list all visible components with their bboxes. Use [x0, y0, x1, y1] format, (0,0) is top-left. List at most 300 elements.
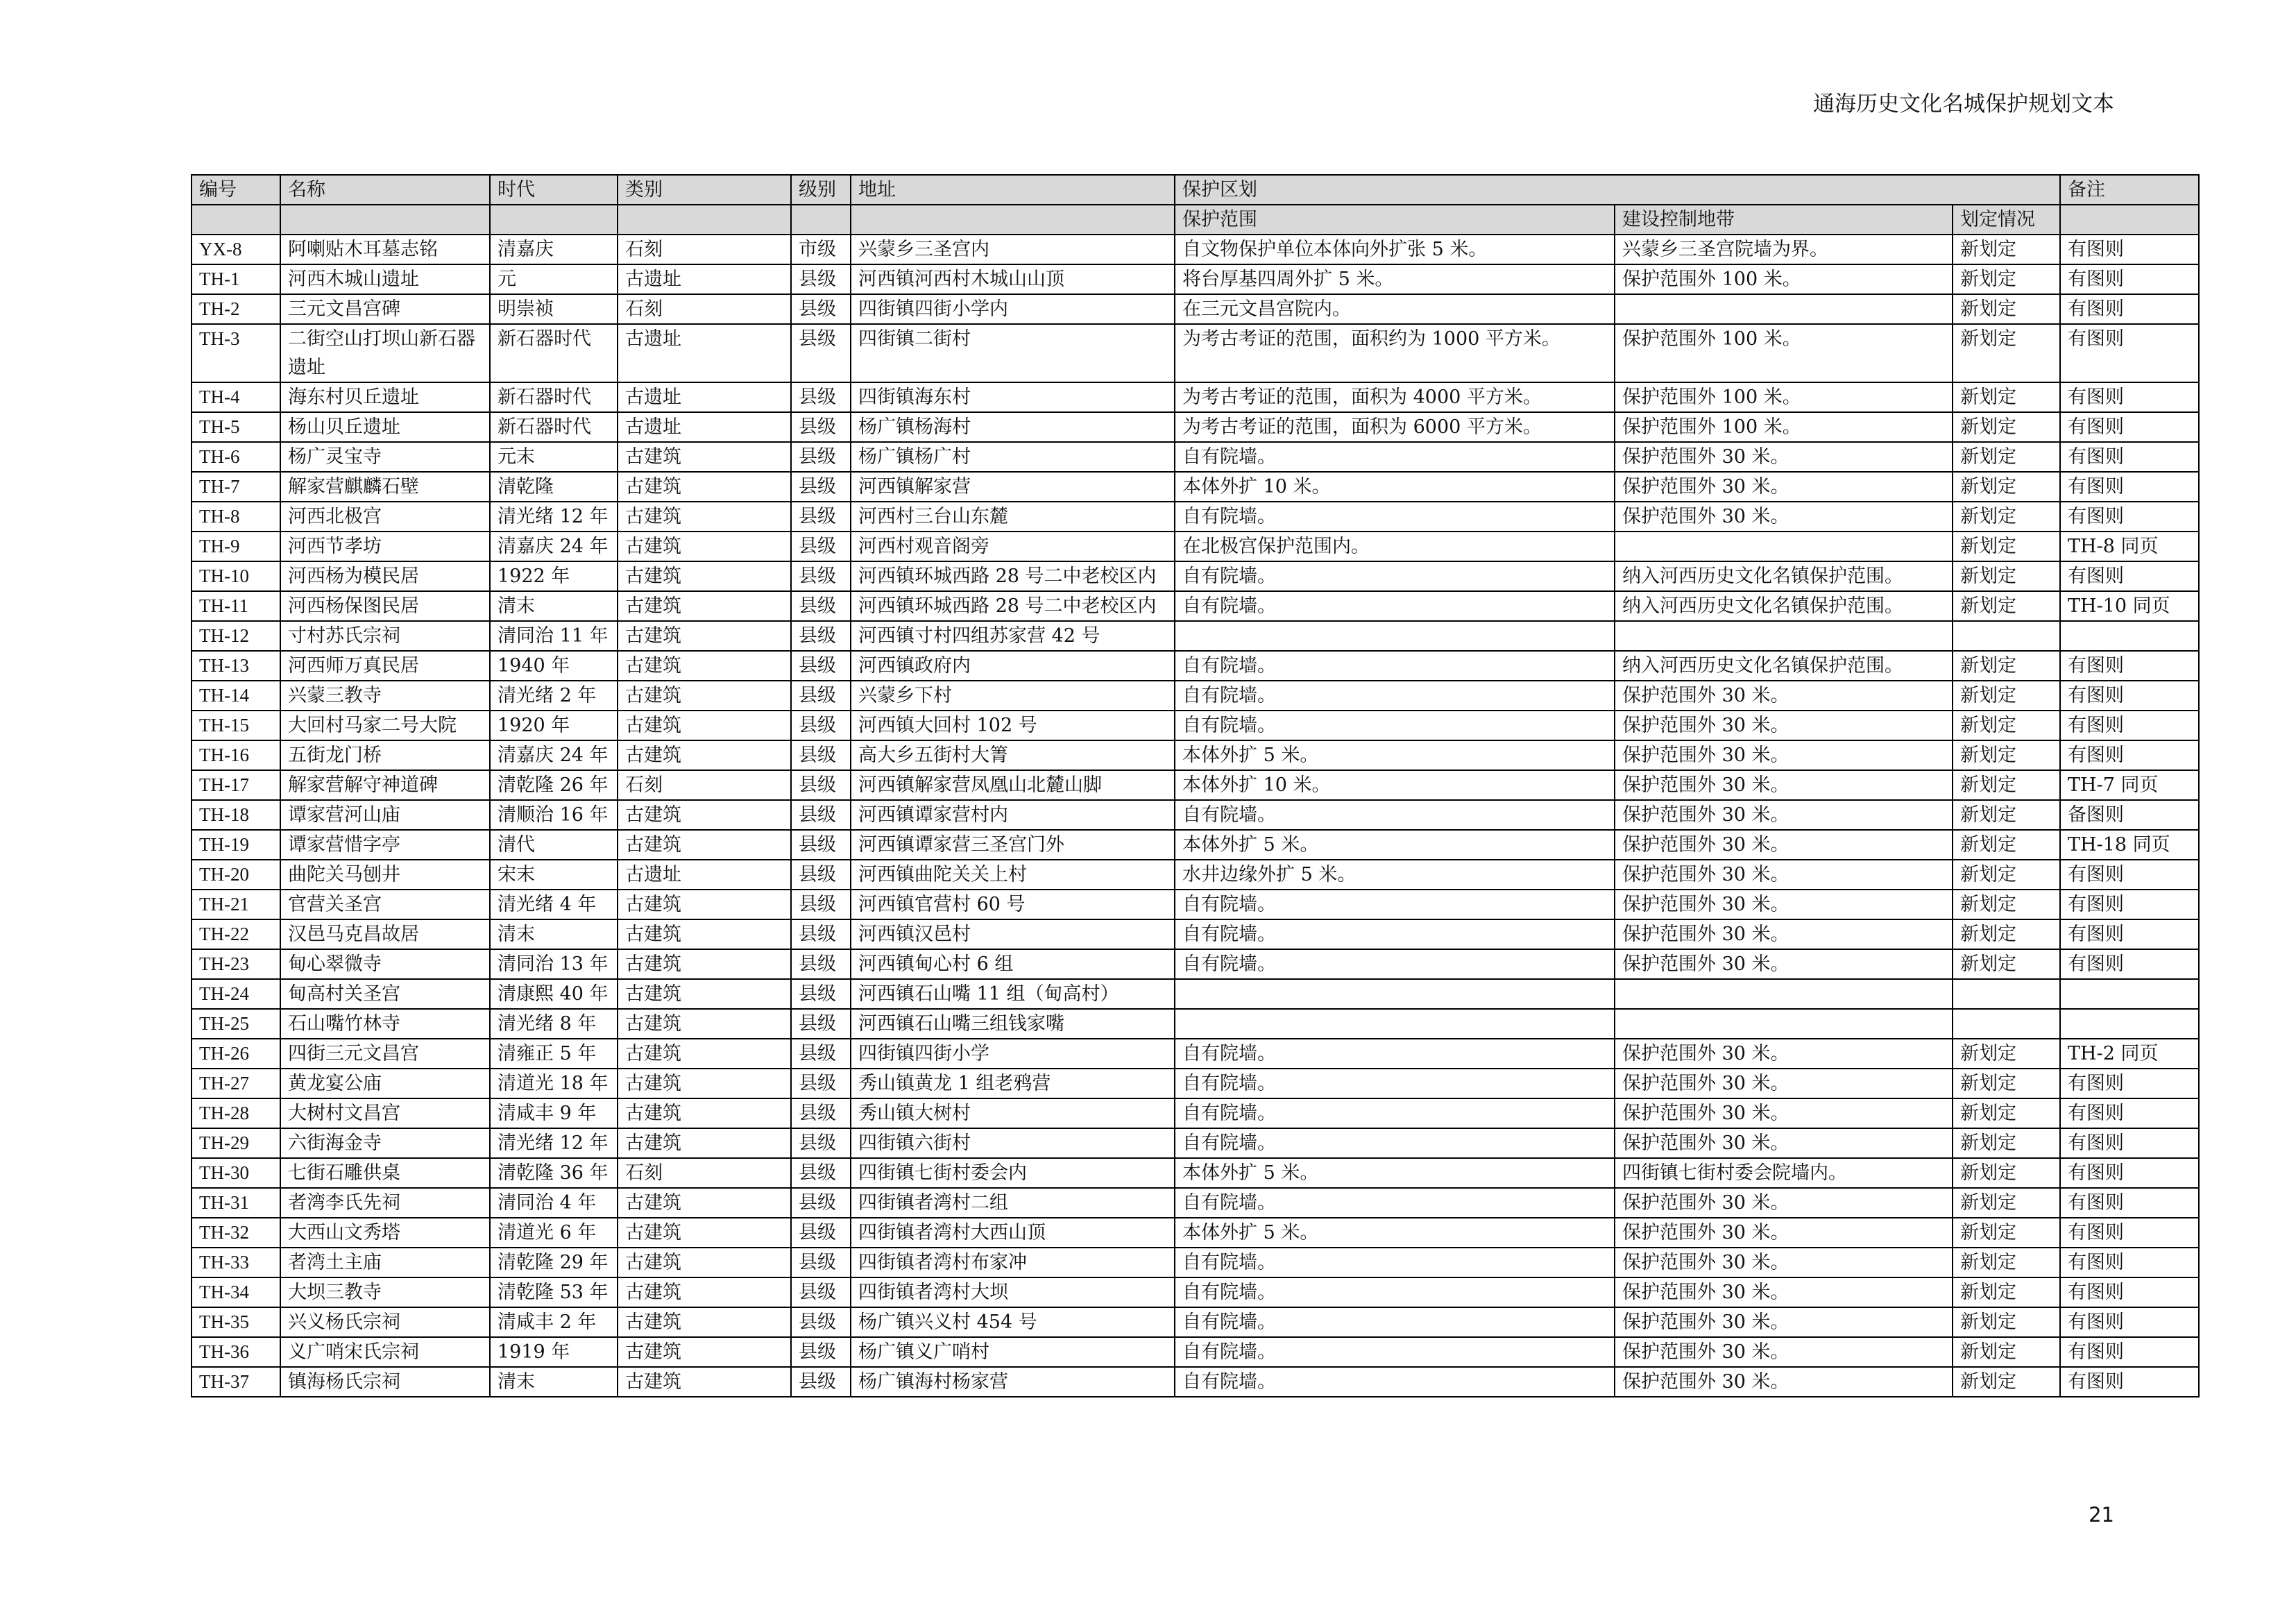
category-cell: 古建筑 [618, 651, 791, 681]
construction-control-cell: 纳入河西历史文化名镇保护范围。 [1615, 561, 1953, 591]
protection-range-cell: 自有院墙。 [1175, 1248, 1615, 1277]
name-cell: 汉邑马克昌故居 [280, 919, 490, 949]
era-cell: 宋末 [490, 860, 618, 890]
era-cell: 清末 [490, 591, 618, 621]
table-row [192, 324, 2199, 382]
construction-control-cell: 保护范围外 30 米。 [1615, 472, 1953, 502]
table-row [192, 621, 2199, 651]
demarcation-cell: 新划定 [1953, 1277, 2060, 1307]
category-cell: 古建筑 [618, 532, 791, 561]
category-cell: 古建筑 [618, 681, 791, 711]
level-cell: 县级 [791, 711, 851, 740]
protection-range-cell: 自有院墙。 [1175, 502, 1615, 532]
demarcation-cell: 新划定 [1953, 651, 2060, 681]
name-cell: 解家营解守神道碑 [280, 770, 490, 800]
protection-range-cell [1175, 1009, 1615, 1039]
level-cell: 县级 [791, 651, 851, 681]
table-row [192, 1009, 2199, 1039]
address-cell: 杨广镇海村杨家营 [851, 1367, 1175, 1397]
table-row [192, 1367, 2199, 1397]
demarcation-cell [1953, 621, 2060, 651]
category-cell: 石刻 [618, 235, 791, 264]
table-row [192, 860, 2199, 890]
remark-cell: 有图则 [2060, 1218, 2199, 1248]
protection-range-cell: 自有院墙。 [1175, 1128, 1615, 1158]
construction-control-cell: 保护范围外 30 米。 [1615, 860, 1953, 890]
level-cell: 县级 [791, 1128, 851, 1158]
remark-cell: 有图则 [2060, 1337, 2199, 1367]
construction-control-cell: 保护范围外 30 米。 [1615, 1277, 1953, 1307]
category-cell: 古建筑 [618, 1098, 791, 1128]
construction-control-cell: 保护范围外 30 米。 [1615, 1069, 1953, 1098]
name-cell: 大树村文昌宫 [280, 1098, 490, 1128]
protection-range-cell: 自有院墙。 [1175, 1337, 1615, 1367]
category-cell: 古遗址 [618, 860, 791, 890]
remark-cell: TH-10 同页 [2060, 591, 2199, 621]
address-cell: 四街镇者湾村大西山顶 [851, 1218, 1175, 1248]
remark-cell [2060, 1009, 2199, 1039]
name-cell: 河西师万真民居 [280, 651, 490, 681]
header-name: 名称 [280, 175, 490, 205]
category-cell: 古建筑 [618, 1188, 791, 1218]
header-remark: 备注 [2060, 175, 2199, 205]
name-cell: 四街三元文昌宫 [280, 1039, 490, 1069]
demarcation-cell: 新划定 [1953, 1158, 2060, 1188]
remark-cell: 有图则 [2060, 442, 2199, 472]
remark-cell: 有图则 [2060, 294, 2199, 324]
remark-cell: 有图则 [2060, 890, 2199, 919]
address-cell: 杨广镇杨海村 [851, 412, 1175, 442]
name-cell: 河西木城山遗址 [280, 264, 490, 294]
name-cell: 黄龙宴公庙 [280, 1069, 490, 1098]
category-cell: 古建筑 [618, 1277, 791, 1307]
demarcation-cell: 新划定 [1953, 1128, 2060, 1158]
demarcation-cell: 新划定 [1953, 1248, 2060, 1277]
level-cell: 县级 [791, 442, 851, 472]
category-cell: 古建筑 [618, 890, 791, 919]
level-cell: 县级 [791, 830, 851, 860]
remark-cell: 有图则 [2060, 651, 2199, 681]
category-cell: 古建筑 [618, 979, 791, 1009]
table-row [192, 949, 2199, 979]
remark-cell: 有图则 [2060, 740, 2199, 770]
address-cell: 河西镇汉邑村 [851, 919, 1175, 949]
remark-cell: TH-2 同页 [2060, 1039, 2199, 1069]
remark-cell: 有图则 [2060, 264, 2199, 294]
address-cell: 河西镇政府内 [851, 651, 1175, 681]
header-empty-cell [618, 205, 791, 235]
table-row [192, 412, 2199, 442]
table-row [192, 294, 2199, 324]
protection-range-cell: 本体外扩 10 米。 [1175, 472, 1615, 502]
demarcation-cell: 新划定 [1953, 294, 2060, 324]
demarcation-cell: 新划定 [1953, 472, 2060, 502]
demarcation-cell: 新划定 [1953, 502, 2060, 532]
demarcation-cell: 新划定 [1953, 561, 2060, 591]
table-row [192, 1307, 2199, 1337]
table-row [192, 532, 2199, 561]
protection-range-cell: 自有院墙。 [1175, 1069, 1615, 1098]
code-cell: TH-4 [192, 382, 280, 412]
level-cell: 县级 [791, 979, 851, 1009]
header-empty-cell [490, 205, 618, 235]
level-cell: 县级 [791, 860, 851, 890]
header-demarcation: 划定情况 [1953, 205, 2060, 235]
construction-control-cell [1615, 1009, 1953, 1039]
remark-cell: 有图则 [2060, 561, 2199, 591]
category-cell: 古遗址 [618, 382, 791, 412]
table-row [192, 979, 2199, 1009]
level-cell: 县级 [791, 382, 851, 412]
remark-cell: TH-18 同页 [2060, 830, 2199, 860]
protection-range-cell: 自有院墙。 [1175, 949, 1615, 979]
category-cell: 古建筑 [618, 740, 791, 770]
table-row [192, 740, 2199, 770]
name-cell: 解家营麒麟石壁 [280, 472, 490, 502]
demarcation-cell: 新划定 [1953, 1307, 2060, 1337]
code-cell: TH-6 [192, 442, 280, 472]
remark-cell: 有图则 [2060, 324, 2199, 382]
category-cell: 古建筑 [618, 1009, 791, 1039]
remark-cell: TH-8 同页 [2060, 532, 2199, 561]
name-cell: 大坝三教寺 [280, 1277, 490, 1307]
era-cell: 清同治 11 年 [490, 621, 618, 651]
level-cell: 县级 [791, 1009, 851, 1039]
name-cell: 阿喇贴木耳墓志铭 [280, 235, 490, 264]
name-cell: 官营关圣宫 [280, 890, 490, 919]
name-cell: 河西北极宫 [280, 502, 490, 532]
protection-range-cell: 将台厚基四周外扩 5 米。 [1175, 264, 1615, 294]
code-cell: TH-14 [192, 681, 280, 711]
address-cell: 四街镇四街小学内 [851, 294, 1175, 324]
construction-control-cell: 保护范围外 30 米。 [1615, 502, 1953, 532]
level-cell: 县级 [791, 561, 851, 591]
remark-cell: 有图则 [2060, 860, 2199, 890]
code-cell: TH-19 [192, 830, 280, 860]
address-cell: 河西村观音阁旁 [851, 532, 1175, 561]
header-empty-cell [851, 205, 1175, 235]
remark-cell: 有图则 [2060, 1128, 2199, 1158]
demarcation-cell: 新划定 [1953, 1337, 2060, 1367]
era-cell: 元 [490, 264, 618, 294]
name-cell: 河西杨保图民居 [280, 591, 490, 621]
code-cell: TH-34 [192, 1277, 280, 1307]
code-cell: TH-9 [192, 532, 280, 561]
header-construction-control: 建设控制地带 [1615, 205, 1953, 235]
address-cell: 四街镇海东村 [851, 382, 1175, 412]
level-cell: 县级 [791, 472, 851, 502]
level-cell: 县级 [791, 1098, 851, 1128]
code-cell: TH-33 [192, 1248, 280, 1277]
category-cell: 古建筑 [618, 1307, 791, 1337]
protection-range-cell: 本体外扩 5 米。 [1175, 740, 1615, 770]
level-cell: 县级 [791, 1039, 851, 1069]
name-cell: 杨广灵宝寺 [280, 442, 490, 472]
name-cell: 五街龙门桥 [280, 740, 490, 770]
protection-range-cell: 自有院墙。 [1175, 800, 1615, 830]
demarcation-cell: 新划定 [1953, 800, 2060, 830]
address-cell: 秀山镇黄龙 1 组老鸦营 [851, 1069, 1175, 1098]
construction-control-cell: 保护范围外 30 米。 [1615, 1337, 1953, 1367]
era-cell: 清乾隆 53 年 [490, 1277, 618, 1307]
address-cell: 四街镇六街村 [851, 1128, 1175, 1158]
demarcation-cell: 新划定 [1953, 1098, 2060, 1128]
name-cell: 二街空山打坝山新石器遗址 [280, 324, 490, 382]
remark-cell: 有图则 [2060, 1277, 2199, 1307]
code-cell: TH-37 [192, 1367, 280, 1397]
code-cell: TH-20 [192, 860, 280, 890]
era-cell: 清光绪 4 年 [490, 890, 618, 919]
address-cell: 河西镇曲陀关关上村 [851, 860, 1175, 890]
remark-cell: 有图则 [2060, 1098, 2199, 1128]
demarcation-cell: 新划定 [1953, 412, 2060, 442]
name-cell: 义广哨宋氏宗祠 [280, 1337, 490, 1367]
code-cell: TH-25 [192, 1009, 280, 1039]
era-cell: 清咸丰 2 年 [490, 1307, 618, 1337]
code-cell: TH-28 [192, 1098, 280, 1128]
protection-range-cell: 为考古考证的范围，面积为 6000 平方米。 [1175, 412, 1615, 442]
protection-range-cell: 自有院墙。 [1175, 1039, 1615, 1069]
category-cell: 石刻 [618, 1158, 791, 1188]
code-cell: TH-7 [192, 472, 280, 502]
protection-range-cell: 自有院墙。 [1175, 1367, 1615, 1397]
address-cell: 河西镇寸村四组苏家营 42 号 [851, 621, 1175, 651]
construction-control-cell [1615, 621, 1953, 651]
code-cell: TH-21 [192, 890, 280, 919]
address-cell: 河西镇甸心村 6 组 [851, 949, 1175, 979]
protection-range-cell: 本体外扩 5 米。 [1175, 1218, 1615, 1248]
table-row [192, 1337, 2199, 1367]
level-cell: 县级 [791, 1367, 851, 1397]
protection-range-cell: 本体外扩 5 米。 [1175, 830, 1615, 860]
era-cell: 清末 [490, 1367, 618, 1397]
table-row [192, 890, 2199, 919]
demarcation-cell: 新划定 [1953, 591, 2060, 621]
remark-cell: 有图则 [2060, 235, 2199, 264]
address-cell: 河西镇大回村 102 号 [851, 711, 1175, 740]
construction-control-cell: 保护范围外 30 米。 [1615, 1218, 1953, 1248]
category-cell: 石刻 [618, 294, 791, 324]
name-cell: 七街石雕供桌 [280, 1158, 490, 1188]
name-cell: 石山嘴竹林寺 [280, 1009, 490, 1039]
era-cell: 1920 年 [490, 711, 618, 740]
header-empty-cell [791, 205, 851, 235]
level-cell: 县级 [791, 1158, 851, 1188]
level-cell: 县级 [791, 324, 851, 382]
era-cell: 清光绪 12 年 [490, 502, 618, 532]
demarcation-cell [1953, 1009, 2060, 1039]
code-cell: TH-1 [192, 264, 280, 294]
table-row [192, 1248, 2199, 1277]
name-cell: 三元文昌宫碑 [280, 294, 490, 324]
remark-cell: 有图则 [2060, 1188, 2199, 1218]
level-cell: 县级 [791, 264, 851, 294]
table-row [192, 919, 2199, 949]
protection-range-cell: 自有院墙。 [1175, 919, 1615, 949]
name-cell: 甸高村关圣宫 [280, 979, 490, 1009]
address-cell: 河西镇环城西路 28 号二中老校区内 [851, 591, 1175, 621]
remark-cell [2060, 979, 2199, 1009]
era-cell: 清乾隆 29 年 [490, 1248, 618, 1277]
address-cell: 河西镇官营村 60 号 [851, 890, 1175, 919]
address-cell: 四街镇者湾村二组 [851, 1188, 1175, 1218]
header-empty-cell [2060, 205, 2199, 235]
demarcation-cell: 新划定 [1953, 830, 2060, 860]
code-cell: TH-27 [192, 1069, 280, 1098]
remark-cell: TH-7 同页 [2060, 770, 2199, 800]
name-cell: 者湾李氏先祠 [280, 1188, 490, 1218]
construction-control-cell: 保护范围外 100 米。 [1615, 412, 1953, 442]
demarcation-cell: 新划定 [1953, 770, 2060, 800]
name-cell: 杨山贝丘遗址 [280, 412, 490, 442]
header-protection-range: 保护范围 [1175, 205, 1615, 235]
category-cell: 古建筑 [618, 472, 791, 502]
page-number: 21 [2089, 1503, 2114, 1527]
demarcation-cell: 新划定 [1953, 890, 2060, 919]
era-cell: 1919 年 [490, 1337, 618, 1367]
construction-control-cell: 保护范围外 30 米。 [1615, 800, 1953, 830]
category-cell: 古建筑 [618, 949, 791, 979]
name-cell: 者湾土主庙 [280, 1248, 490, 1277]
level-cell: 县级 [791, 591, 851, 621]
construction-control-cell: 保护范围外 30 米。 [1615, 919, 1953, 949]
demarcation-cell: 新划定 [1953, 1218, 2060, 1248]
table-row [192, 502, 2199, 532]
demarcation-cell: 新划定 [1953, 324, 2060, 382]
category-cell: 古建筑 [618, 1128, 791, 1158]
address-cell: 河西镇解家营凤凰山北麓山脚 [851, 770, 1175, 800]
code-cell: TH-35 [192, 1307, 280, 1337]
era-cell: 清嘉庆 24 年 [490, 532, 618, 561]
era-cell: 清雍正 5 年 [490, 1039, 618, 1069]
table-row [192, 1277, 2199, 1307]
era-cell: 清嘉庆 [490, 235, 618, 264]
header-protection-zone: 保护区划 [1175, 175, 2060, 205]
construction-control-cell: 四街镇七街村委会院墙内。 [1615, 1158, 1953, 1188]
construction-control-cell: 纳入河西历史文化名镇保护范围。 [1615, 591, 1953, 621]
code-cell: TH-31 [192, 1188, 280, 1218]
era-cell: 清乾隆 [490, 472, 618, 502]
category-cell: 古遗址 [618, 324, 791, 382]
table-row [192, 830, 2199, 860]
era-cell: 清道光 6 年 [490, 1218, 618, 1248]
category-cell: 古建筑 [618, 442, 791, 472]
address-cell: 河西镇河西村木城山山顶 [851, 264, 1175, 294]
protection-range-cell: 为考古考证的范围，面积约为 1000 平方米。 [1175, 324, 1615, 382]
code-cell: TH-26 [192, 1039, 280, 1069]
level-cell: 县级 [791, 1277, 851, 1307]
protection-range-cell: 为考古考证的范围，面积为 4000 平方米。 [1175, 382, 1615, 412]
address-cell: 河西镇石山嘴三组钱家嘴 [851, 1009, 1175, 1039]
code-cell: TH-18 [192, 800, 280, 830]
category-cell: 古建筑 [618, 561, 791, 591]
code-cell: TH-29 [192, 1128, 280, 1158]
remark-cell: 有图则 [2060, 1307, 2199, 1337]
level-cell: 县级 [791, 1248, 851, 1277]
construction-control-cell: 纳入河西历史文化名镇保护范围。 [1615, 651, 1953, 681]
demarcation-cell: 新划定 [1953, 1188, 2060, 1218]
level-cell: 县级 [791, 621, 851, 651]
era-cell: 清光绪 8 年 [490, 1009, 618, 1039]
table-body [192, 235, 2199, 1397]
remark-cell: 有图则 [2060, 1248, 2199, 1277]
construction-control-cell: 保护范围外 30 米。 [1615, 949, 1953, 979]
code-cell: TH-32 [192, 1218, 280, 1248]
address-cell: 四街镇四街小学 [851, 1039, 1175, 1069]
table-row [192, 800, 2199, 830]
remark-cell: 有图则 [2060, 949, 2199, 979]
category-cell: 石刻 [618, 770, 791, 800]
protection-range-cell: 自有院墙。 [1175, 1277, 1615, 1307]
code-cell: TH-12 [192, 621, 280, 651]
code-cell: TH-16 [192, 740, 280, 770]
era-cell: 新石器时代 [490, 412, 618, 442]
header-address: 地址 [851, 175, 1175, 205]
remark-cell: 有图则 [2060, 502, 2199, 532]
name-cell: 镇海杨氏宗祠 [280, 1367, 490, 1397]
address-cell: 四街镇二街村 [851, 324, 1175, 382]
code-cell: TH-30 [192, 1158, 280, 1188]
table-row [192, 264, 2199, 294]
era-cell: 清代 [490, 830, 618, 860]
remark-cell: 有图则 [2060, 1158, 2199, 1188]
address-cell: 河西镇解家营 [851, 472, 1175, 502]
demarcation-cell: 新划定 [1953, 711, 2060, 740]
address-cell: 四街镇者湾村布家冲 [851, 1248, 1175, 1277]
category-cell: 古建筑 [618, 1039, 791, 1069]
address-cell: 河西村三台山东麓 [851, 502, 1175, 532]
table-row [192, 1069, 2199, 1098]
header-code: 编号 [192, 175, 280, 205]
construction-control-cell: 保护范围外 30 米。 [1615, 830, 1953, 860]
construction-control-cell [1615, 979, 1953, 1009]
era-cell: 清同治 13 年 [490, 949, 618, 979]
construction-control-cell: 保护范围外 30 米。 [1615, 740, 1953, 770]
protection-range-cell: 在北极宫保护范围内。 [1175, 532, 1615, 561]
era-cell: 清康熙 40 年 [490, 979, 618, 1009]
table-row [192, 651, 2199, 681]
category-cell: 古建筑 [618, 1367, 791, 1397]
construction-control-cell [1615, 294, 1953, 324]
era-cell: 清乾隆 36 年 [490, 1158, 618, 1188]
category-cell: 古遗址 [618, 412, 791, 442]
address-cell: 河西镇环城西路 28 号二中老校区内 [851, 561, 1175, 591]
header-level: 级别 [791, 175, 851, 205]
construction-control-cell: 保护范围外 30 米。 [1615, 1098, 1953, 1128]
remark-cell: 有图则 [2060, 1069, 2199, 1098]
address-cell: 河西镇石山嘴 11 组（甸高村） [851, 979, 1175, 1009]
construction-control-cell: 保护范围外 100 米。 [1615, 382, 1953, 412]
demarcation-cell: 新划定 [1953, 442, 2060, 472]
protection-range-cell: 自有院墙。 [1175, 890, 1615, 919]
construction-control-cell: 保护范围外 30 米。 [1615, 681, 1953, 711]
construction-control-cell: 保护范围外 30 米。 [1615, 1128, 1953, 1158]
header-empty-cell [280, 205, 490, 235]
level-cell: 县级 [791, 740, 851, 770]
code-cell: TH-36 [192, 1337, 280, 1367]
construction-control-cell: 保护范围外 30 米。 [1615, 442, 1953, 472]
document-header-title: 通海历史文化名城保护规划文本 [1813, 92, 2114, 117]
address-cell: 高大乡五街村大箐 [851, 740, 1175, 770]
remark-cell: 有图则 [2060, 412, 2199, 442]
code-cell: YX-8 [192, 235, 280, 264]
construction-control-cell: 保护范围外 30 米。 [1615, 711, 1953, 740]
protection-range-cell: 自有院墙。 [1175, 442, 1615, 472]
demarcation-cell: 新划定 [1953, 382, 2060, 412]
remark-cell: 备图则 [2060, 800, 2199, 830]
construction-control-cell [1615, 532, 1953, 561]
header-empty-cell [192, 205, 280, 235]
